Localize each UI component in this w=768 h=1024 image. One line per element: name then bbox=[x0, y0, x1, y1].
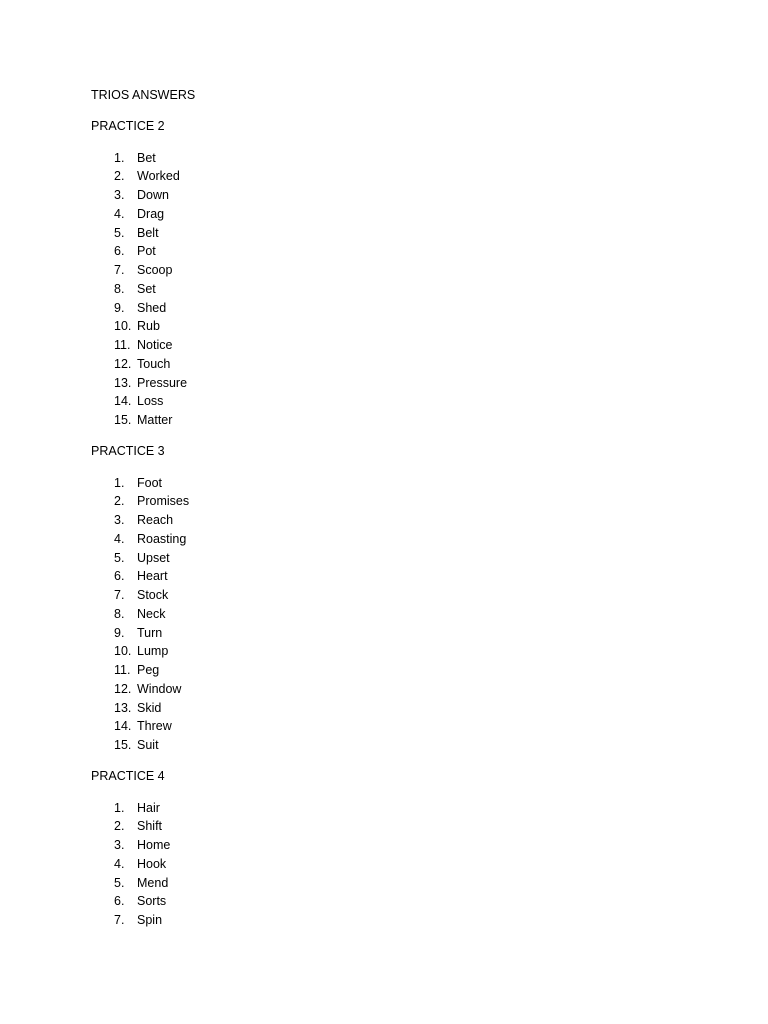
list-item-text: Neck bbox=[137, 606, 166, 621]
list-item-text: Notice bbox=[137, 338, 173, 352]
list-item-number: 1. bbox=[114, 800, 125, 815]
list-item bbox=[91, 624, 691, 643]
list-item-number: 1. bbox=[114, 475, 125, 490]
list-item-text: Foot bbox=[137, 475, 163, 490]
list-item bbox=[91, 530, 691, 549]
list-item-number: 5. bbox=[114, 875, 125, 890]
list-item bbox=[91, 374, 691, 393]
list-item-number: 9. bbox=[114, 625, 125, 640]
list-item bbox=[91, 392, 691, 411]
list-item-number: 13. bbox=[114, 375, 132, 390]
list-item-text: Roasting bbox=[137, 531, 187, 546]
list-item bbox=[91, 299, 691, 318]
list-item bbox=[91, 567, 691, 586]
list-item-number: 6. bbox=[114, 569, 125, 584]
list-item-text: Lump bbox=[137, 644, 169, 659]
list-item-text: Belt bbox=[137, 225, 159, 240]
list-item-number: 12. bbox=[114, 681, 132, 696]
list-item-number: 7. bbox=[114, 913, 125, 927]
list-item-number: 1. bbox=[114, 150, 125, 165]
list-item-text: Home bbox=[137, 838, 171, 852]
answer-list bbox=[91, 149, 691, 430]
list-item-number: 11. bbox=[114, 663, 131, 677]
list-item bbox=[91, 799, 691, 818]
list-item-text: Heart bbox=[137, 569, 168, 584]
document-body bbox=[91, 86, 691, 942]
list-item bbox=[91, 317, 691, 336]
list-item-text: Hair bbox=[137, 800, 160, 815]
list-item-text: Bet bbox=[137, 150, 156, 165]
list-item-text: Loss bbox=[137, 394, 164, 409]
list-item bbox=[91, 736, 691, 755]
list-item-number: 3. bbox=[114, 513, 125, 527]
list-item-text: Pressure bbox=[137, 375, 188, 390]
list-item bbox=[91, 511, 691, 530]
list-item-number: 4. bbox=[114, 856, 125, 871]
list-item-number: 10. bbox=[114, 319, 132, 334]
list-item-number: 2. bbox=[114, 169, 125, 184]
list-item-text: Down bbox=[137, 188, 169, 202]
list-item-text: Pot bbox=[137, 244, 156, 259]
list-item bbox=[91, 224, 691, 243]
list-item bbox=[91, 280, 691, 299]
list-item-number: 8. bbox=[114, 606, 125, 621]
list-item-text: Scoop bbox=[137, 263, 173, 277]
list-item bbox=[91, 549, 691, 568]
list-item bbox=[91, 892, 691, 911]
answer-list bbox=[91, 799, 691, 930]
list-item bbox=[91, 717, 691, 736]
list-item-text: Shift bbox=[137, 819, 163, 834]
list-item bbox=[91, 642, 691, 661]
list-item-number: 10. bbox=[114, 644, 132, 659]
list-item-number: 4. bbox=[114, 531, 125, 546]
list-item-number: 5. bbox=[114, 225, 125, 240]
list-item bbox=[91, 242, 691, 261]
list-item bbox=[91, 586, 691, 605]
list-item bbox=[91, 605, 691, 624]
list-item bbox=[91, 911, 691, 930]
list-item-text: Peg bbox=[137, 663, 160, 677]
list-item-text: Worked bbox=[137, 169, 180, 184]
list-item-text: Drag bbox=[137, 206, 165, 221]
list-item-number: 3. bbox=[114, 838, 125, 852]
list-item bbox=[91, 699, 691, 718]
list-item-text: Upset bbox=[137, 550, 170, 565]
list-item-text: Turn bbox=[137, 625, 163, 640]
list-item-text: Sorts bbox=[137, 894, 167, 909]
list-item-number: 4. bbox=[114, 206, 125, 221]
list-item-number: 14. bbox=[114, 719, 132, 734]
document-title: TRIOS ANSWERS bbox=[91, 88, 196, 102]
list-item bbox=[91, 661, 691, 680]
list-item bbox=[91, 492, 691, 511]
answer-list bbox=[91, 474, 691, 755]
list-item-text: Touch bbox=[137, 356, 171, 371]
list-item bbox=[91, 261, 691, 280]
list-item-text: Hook bbox=[137, 856, 167, 871]
list-item-number: 13. bbox=[114, 700, 132, 715]
list-item-text: Rub bbox=[137, 319, 160, 334]
list-item bbox=[91, 149, 691, 168]
list-item-number: 5. bbox=[114, 550, 125, 565]
list-item-text: Window bbox=[137, 681, 182, 696]
section-heading: PRACTICE 3 bbox=[91, 444, 165, 459]
list-item-text: Suit bbox=[137, 738, 159, 752]
list-item-text: Threw bbox=[137, 719, 172, 734]
list-item-number: 6. bbox=[114, 244, 125, 259]
list-item bbox=[91, 474, 691, 493]
list-item-number: 3. bbox=[114, 188, 125, 202]
list-item-number: 7. bbox=[114, 588, 125, 602]
list-item-text: Stock bbox=[137, 588, 169, 602]
list-item-number: 2. bbox=[114, 819, 125, 834]
list-item-text: Shed bbox=[137, 300, 167, 315]
list-item bbox=[91, 836, 691, 855]
list-item-text: Matter bbox=[137, 413, 173, 427]
list-item-number: 11. bbox=[114, 338, 131, 352]
list-item bbox=[91, 167, 691, 186]
section-heading: PRACTICE 4 bbox=[91, 769, 165, 784]
list-item-text: Spin bbox=[137, 913, 163, 927]
list-item bbox=[91, 680, 691, 699]
list-item-number: 8. bbox=[114, 281, 125, 296]
list-item bbox=[91, 817, 691, 836]
list-item-text: Promises bbox=[137, 494, 190, 509]
list-item bbox=[91, 874, 691, 893]
list-item-text: Skid bbox=[137, 700, 162, 715]
list-item bbox=[91, 855, 691, 874]
list-item-number: 7. bbox=[114, 263, 125, 277]
list-item-number: 12. bbox=[114, 356, 132, 371]
list-item-number: 15. bbox=[114, 413, 132, 427]
list-item-text: Set bbox=[137, 281, 156, 296]
list-item bbox=[91, 186, 691, 205]
list-item bbox=[91, 411, 691, 430]
list-item-number: 6. bbox=[114, 894, 125, 909]
list-item-number: 2. bbox=[114, 494, 125, 509]
list-item-number: 15. bbox=[114, 738, 132, 752]
list-item-number: 14. bbox=[114, 394, 132, 409]
section-heading: PRACTICE 2 bbox=[91, 119, 165, 134]
list-item bbox=[91, 336, 691, 355]
list-item bbox=[91, 355, 691, 374]
list-item-text: Reach bbox=[137, 513, 174, 527]
list-item-text: Mend bbox=[137, 875, 169, 890]
list-item bbox=[91, 205, 691, 224]
list-item-number: 9. bbox=[114, 300, 125, 315]
